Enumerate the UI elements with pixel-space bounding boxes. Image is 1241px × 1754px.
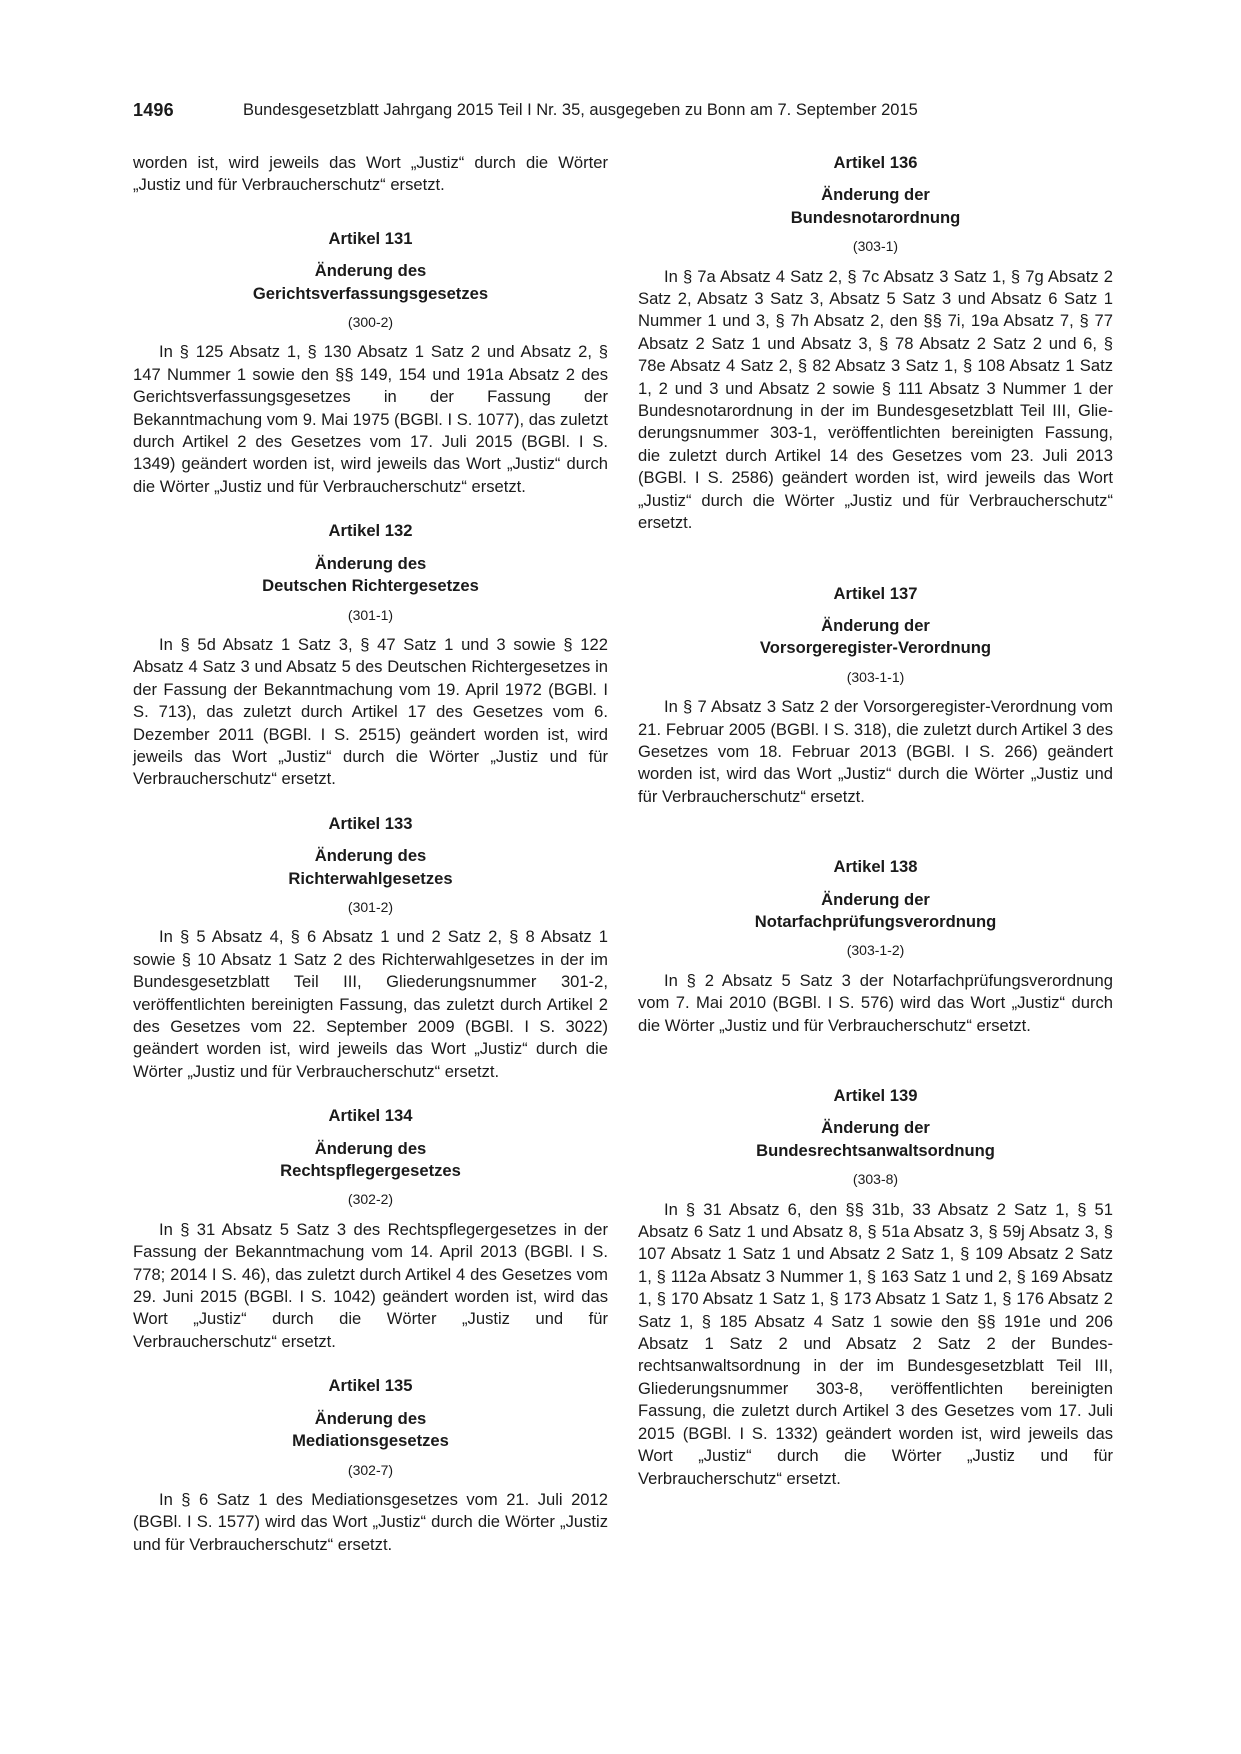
article-138 [638, 856, 1113, 1037]
article-heading-line-2: Rechtspflegergesetzes [280, 1161, 461, 1181]
article-classification-code: (303-1-2) [846, 942, 905, 959]
article-heading-line-1: Änderung des [314, 261, 427, 281]
article-heading-line-2: Bundesrechtsanwaltsordnung [756, 1140, 995, 1160]
article-heading-line-1: Änderung der [821, 615, 930, 635]
page-header [133, 100, 1113, 128]
article-body: In § 125 Absatz 1, § 130 Absatz 1 Satz 2 und Absatz 2, § 147 Nummer 1 sowie den §§ 149, 154 und 191a Absatz 2 des Gerichtsverfassungsgesetzes in der Fassung der Bekanntmachung vom 9. Mai 1975 (BGBl. I S. 1077), das zuletzt durch Artikel 2 des Gesetzes vom 17. Juli 2015 (BGBl. I S. 1349) geändert worden ist, wird jeweils das Wort „Justiz“ durch die Wörter „Justiz und für Verbraucherschutz“ ersetzt. [133, 342, 609, 496]
article-body: In § 7 Absatz 3 Satz 2 der Vorsorgeregister-Verordnung vom 21. Februar 2005 (BGBl. I S. 318), die zuletzt durch Artikel 3 des Gesetzes vom 18. Februar 2013 (BGBl. I S. 266) geändert worden ist, wird das Wort „Justiz“ durch die Wörter „Justiz und für Verbraucherschutz“ ersetzt. [638, 697, 1113, 806]
article-title: Artikel 135 [328, 1376, 413, 1396]
article-title: Artikel 136 [833, 153, 918, 172]
article-137 [638, 583, 1113, 809]
continuation-paragraph: worden ist, wird jeweils das Wort „Justiz“ durch die Wörter „Justiz und für Verbraucherschutz“ ersetzt. [133, 153, 608, 195]
article-heading-line-2: Bundesnotarordnung [790, 207, 961, 227]
article-131 [133, 228, 608, 498]
article-body: In § 31 Absatz 5 Satz 3 des Rechtspflegergesetzes in der Fassung der Bekanntmachung vom 14. April 2013 (BGBl. I S. 778; 2014 I S. 46), das zuletzt durch Artikel 4 des Gesetzes vom 29. Juni 2015 (BGBl. I S. 1042) geändert worden ist, wird das Wort „Justiz“ durch die Wörter „Justiz und für Verbraucherschutz“ ersetzt. [133, 1219, 608, 1351]
article-classification-code: (302-2) [347, 1191, 394, 1208]
article-title: Artikel 137 [833, 583, 918, 603]
article-body: In § 6 Satz 1 des Mediationsgesetzes vom 21. Juli 2012 (BGBl. I S. 1577) wird das Wort „Justiz“ durch die Wörter „Justiz und für Verbraucherschutz“ ersetzt. [133, 1489, 608, 1554]
article-heading-line-1: Änderung des [314, 1138, 427, 1158]
article-heading-line-1: Änderung des [314, 1408, 427, 1428]
article-heading-line-2: Gerichtsverfassungsgesetzes [252, 283, 489, 303]
article-body: In § 5 Absatz 4, § 6 Absatz 1 und 2 Satz 2, § 8 Absatz 1 sowie § 10 Absatz 1 Satz 2 des Richterwahlgesetzes in der im Bundesgesetzblatt Teil III, Gliederungsnummer 301-2, veröffentlichten bereinigten Fassung, das zuletzt durch Artikel 2 des Gesetzes vom 22. September 2009 (BGBl. I S. 3022) geändert worden ist, wird jeweils das Wort „Justiz“ durch die Wörter „Justiz und für Verbraucherschutz“ ersetzt. [133, 927, 608, 1081]
article-classification-code: (301-2) [347, 898, 394, 915]
article-heading-line-2: Deutschen Richtergesetzes [262, 576, 479, 596]
article-body: In § 5d Absatz 1 Satz 3, § 47 Satz 1 und 3 sowie § 122 Absatz 4 Satz 3 und Absatz 5 des Deutschen Richtergesetzes in der Fassung der Bekanntmachung vom 19. April 1972 (BGBl. I S. 713), das zuletzt durch Artikel 17 des Gesetzes vom 6. Dezember 2011 (BGBl. I S. 2515) geändert worden ist, wird jeweils das Wort „Justiz“ durch die Wörter „Justiz und für Verbraucherschutz“ ersetzt. [133, 634, 608, 789]
article-132 [133, 520, 608, 790]
article-body: In § 31 Absatz 6, den §§ 31b, 33 Absatz 2 Satz 1, § 51 Absatz 6 Satz 1 und Absatz 8, § 51a Absatz 3, § 59j Absatz 3, § 107 Absatz 1 Satz 1 und Absatz 2 Satz 1, § 109 Absatz 2 Satz 1, § 112a Absatz 3 Nummer 1, § 163 Satz 1 und 2, § 169 Absatz 1, § 170 Absatz 1 Satz 1, § 173 Absatz 1 Satz 1, § 176 Absatz 2 Satz 1, § 185 Absatz 4 Satz 1 sowie den §§ 191e und 206 Absatz 1 Satz 2 und Absatz 2 Satz 2 der Bundesrechtsanwaltsordnung in der im Bundesgesetzblatt Teil III, Gliederungsnummer 303-8, veröffentlichten bereinigten Fassung, die zuletzt durch Artikel 3 des Gesetzes vom 17. Juli 2015 (BGBl. I S. 1332) geändert worden ist, wird jeweils das Wort „Justiz“ durch die Wörter „Justiz und für Verbraucherschutz“ ersetzt. [638, 1199, 1113, 1488]
article-title: Artikel 138 [833, 857, 918, 877]
article-139 [638, 1085, 1113, 1490]
running-head: Bundesgesetzblatt Jahrgang 2015 Teil I Nr. 35, ausgegeben zu Bonn am 7. September 2015 [243, 101, 918, 119]
article-heading-line-2: Notarfachprüfungsverordnung [754, 911, 997, 931]
article-136 [638, 152, 1113, 535]
article-body: In § 2 Absatz 5 Satz 3 der Notarfachprüfungsverordnung vom 7. Mai 2010 (BGBl. I S. 576) wird das Wort „Justiz“ durch die Wörter „Justiz und für Verbraucherschutz“ ersetzt. [638, 970, 1113, 1035]
article-title: Artikel 132 [328, 521, 413, 541]
article-classification-code: (301-1) [347, 606, 394, 623]
article-135 [133, 1375, 608, 1556]
article-134 [133, 1105, 608, 1353]
article-classification-code: (303-8) [852, 1171, 899, 1188]
page-number: 1496 [133, 100, 174, 120]
article-classification-code: (302-7) [347, 1461, 394, 1478]
article-heading-line-1: Änderung des [314, 553, 427, 573]
article-title: Artikel 133 [328, 813, 413, 833]
article-133 [133, 813, 608, 1083]
article-title: Artikel 134 [328, 1106, 413, 1126]
article-classification-code: (303-1-1) [846, 668, 905, 685]
article-heading-line-2: Vorsorgeregister-Verordnung [759, 638, 992, 658]
left-column [133, 152, 608, 1556]
article-classification-code: (303-1) [852, 238, 899, 255]
article-heading-line-2: Richterwahlgesetzes [288, 868, 453, 888]
article-heading-line-1: Änderung der [821, 185, 930, 205]
right-column [638, 152, 1113, 1490]
article-heading-line-2: Mediationsgesetzes [292, 1431, 449, 1451]
article-title: Artikel 139 [833, 1086, 918, 1105]
article-heading-line-1: Änderung der [821, 1118, 930, 1138]
article-heading-line-1: Änderung des [314, 846, 427, 866]
article-body: In § 7a Absatz 4 Satz 2, § 7c Absatz 3 Satz 1, § 7g Absatz 2 Satz 2, Absatz 3 Satz 3, Absatz 5 Satz 3 und Absatz 6 Satz 1 Nummer 1 und 3, § 7h Absatz 2, den §§ 7i, 19a Absatz 7, § 77 Absatz 2 Satz 1 und Absatz 3, § 78 Absatz 2 Satz 2 und 6, § 78e Absatz 4 Satz 2, § 82 Absatz 3 Satz 1, § 108 Absatz 1 Satz 1, 2 und 3 und Absatz 2 sowie § 111 Absatz 3 Nummer 1 der Bundesnotarordnung in der im Bundesgesetzblatt Teil III, Gliederungsnummer 303-1, veröffentlichten bereinigten Fassung, die zuletzt durch Artikel 14 des Gesetzes vom 23. Juli 2013 (BGBl. I S. 2586) geändert worden ist, wird jeweils das Wort „Justiz“ durch die Wörter „Justiz und für Verbraucherschutz“ ersetzt. [638, 266, 1113, 533]
article-classification-code: (300-2) [347, 314, 394, 331]
article-heading-line-1: Änderung der [821, 889, 930, 909]
article-title: Artikel 131 [328, 228, 413, 248]
